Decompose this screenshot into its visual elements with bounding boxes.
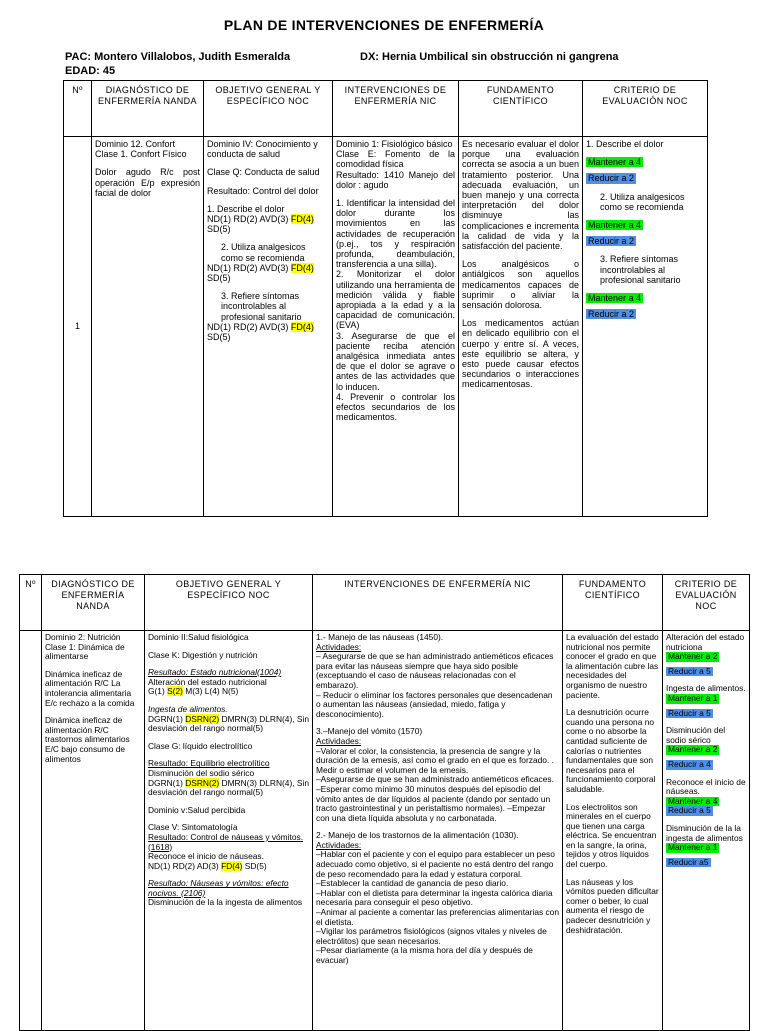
- obj-ingesta: Ingesta de alimentos.: [148, 703, 228, 714]
- diag-text-1: Dinámica ineficaz de alimentación R/C La intolerancia alimentaria E/c rechazo a la comida: [45, 668, 135, 708]
- interv-item: –Asegurarse de que se han administrado antieméticos eficaces.: [316, 774, 554, 785]
- interv-item: – Asegurarse de que se han administrado antieméticos eficaces para evitar las náuseas siempre que haya sido posible (exceptuando el caso de náuseas relacionadas con el embarazo).: [316, 651, 554, 690]
- crit-item: Ingesta de alimentos.: [666, 683, 746, 694]
- highlight: FD(4): [221, 860, 243, 871]
- header-intervenciones: INTERVENCIONES DE ENFERMERÍA NIC: [333, 81, 459, 137]
- interv-item: –Valorar el color, la consistencia, la presencia de sangre y la duración de la emesis, así como el grado en el que es forzado. . Medir o estimar el volumen de la emesis.: [316, 745, 554, 775]
- interv-heading-2: 3.–Manejo del vómito (1570): [316, 726, 423, 737]
- crit-item: Reconoce el inicio de náuseas.: [666, 776, 746, 797]
- cell-diagnostico: [42, 631, 145, 1031]
- obj-clase: Clase K: Digestión y nutrición: [148, 649, 258, 660]
- cell-fundamento: [563, 631, 663, 1031]
- obj-clase: Clase Q: Conducta de salud: [207, 167, 320, 178]
- crit-item-2: 2. Utiliza analgesicos como se recomienda: [600, 191, 685, 212]
- fund-paragraph-1: Es necesario evaluar el dolor porque una evaluación correcta se asocia a un buen tratamiento posterior. Una adecuada evaluación, un buen manejo y una correcta interpretación del dolor disminuye las complicaciones e incrementa la calidad de vida y la satisfacción del paciente.: [462, 139, 579, 252]
- header-diagnostico: DIAGNÓSTICO DE ENFERMERÍA NANDA: [92, 81, 204, 137]
- header-fundamento: FUNDAMENTO CIENTÍFICO: [563, 575, 663, 631]
- cell-criterio: [583, 137, 708, 517]
- cell-diagnostico: [92, 137, 204, 517]
- obj-scale-3: ND(1) RD(2) AVD(3) FD(4) SD(5): [207, 321, 314, 343]
- row-number: 1: [64, 137, 92, 517]
- crit-item: Disminución de la la ingesta de alimentos: [666, 822, 743, 843]
- patient-name: PAC: Montero Villalobos, Judith Esmeralda: [65, 51, 291, 63]
- obj-scale-2: ND(1) RD(2) AVD(3) FD(4) SD(5): [207, 262, 314, 284]
- interv-actividades-label: Actividades:: [316, 641, 362, 652]
- mantener-badge: Mantener a 4: [668, 795, 718, 806]
- obj-scale-2: DGRN(1) DSRN(2) DMRN(3) DLRN(4), Sin desviación del rango normal(5): [148, 713, 310, 734]
- obj-dominio: Dominio IV: Conocimiento y conducta de salud: [207, 139, 318, 160]
- obj-clase-v: Clase V: Sintomatología: [148, 822, 238, 833]
- reducir-badge: Reducir a 2: [588, 309, 635, 320]
- interv-heading-1: 1.- Manejo de las náuseas (1450).: [316, 632, 444, 642]
- row-number: [20, 631, 42, 1031]
- header-criterio: CRITERIO DE EVALUACIÓN NOC: [663, 575, 750, 631]
- obj-item-3: 3. Refiere síntomas incontrolables al profesional sanitario: [221, 291, 302, 322]
- interv-item-3: 3. Asegurarse de que el paciente reciba atención analgésica inmediata antes de que el dolor se agrave o antes de las actividades que lo inducen.: [336, 330, 455, 392]
- header-num: Nº: [64, 81, 92, 137]
- cell-criterio: [663, 631, 750, 1031]
- obj-resultado-2-text: Disminución del sodio sérico: [148, 767, 255, 778]
- obj-scale-4: ND(1) RD(2) AD(3) FD(4) SD(5): [148, 860, 267, 871]
- diag-dominio: Dominio 12. Confort: [95, 139, 176, 149]
- header-objetivo: OBJETIVO GENERAL Y ESPECÍFICO NOC: [145, 575, 313, 631]
- cell-intervenciones: [313, 631, 563, 1031]
- interv-item: –Pesar diariamente (a la misma hora del día y después de evacuar): [316, 945, 533, 965]
- diag-text-2: Dinámica ineficaz de alimentación R/C trastornos alimentarios E/C bajo consumo de alimentos: [45, 715, 130, 764]
- care-plan-table-1: [63, 80, 708, 517]
- header-num: Nº: [20, 575, 42, 631]
- highlight: DSRN(2): [185, 713, 220, 724]
- diag-clase: Clase 1. Confort Físico: [95, 149, 187, 160]
- header-intervenciones: INTERVENCIONES DE ENFERMERÍA NIC: [313, 575, 563, 631]
- cell-intervenciones: [333, 137, 459, 517]
- fund-paragraph-1: La evaluación del estado nutricional nos permite conocer el grado en que la alimentación cubre las necesidades del organismo de nuestro paciente.: [566, 632, 659, 700]
- interv-heading-3: 2.- Manejo de los trastornos de la alimentación (1030).: [316, 830, 519, 841]
- header-fundamento: FUNDAMENTO CIENTÍFICO: [459, 81, 583, 137]
- interv-resultado: Resultado: 1410 Manejo del dolor : agudo: [336, 169, 455, 190]
- patient-age: EDAD: 45: [65, 65, 116, 77]
- obj-item-1: 1. Describe el dolor: [207, 203, 285, 214]
- fund-paragraph-2: La desnutrición ocurre cuando una persona no come o no absorbe la cantidad suficiente de calorías o nutrientes fundamentales que son necesarios para el funcionamiento corporal saludable.: [566, 707, 656, 794]
- cell-objetivo: [204, 137, 333, 517]
- diag-dominio: Dominio 2: Nutrición: [45, 632, 121, 642]
- obj-resultado-4-text: Disminución de la la ingesta de alimentos: [148, 897, 303, 908]
- obj-resultado-4: Resultado: Náuseas y vómitos: efecto nocivos. (2106): [148, 878, 289, 898]
- reducir-badge: Reducir a 2: [588, 236, 635, 247]
- fund-paragraph-3: Los medicamentos actúan en delicado equilibrio con el cuerpo y entre sí. A veces, este equilibrio se altera, y esto puede causar efectos secundarios o interacciones medicamentosas.: [462, 318, 579, 390]
- interv-item-1: 1. Identificar la intensidad del dolor durante los movimientos en las actividades de recuperación (p.ej., tos y respiración profunda, deambulación, transferencia a una silla).: [336, 198, 455, 270]
- interv-item-4: 4. Prevenir o controlar los efectos secundarios de los medicamentos.: [336, 391, 455, 423]
- highlight: FD(4): [290, 262, 314, 273]
- obj-clase-g: Clase G: líquido electrolítico: [148, 740, 253, 751]
- interv-item: – Reducir o eliminar los factores personales que desencadenan o aumentan las náuseas (ansiedad, miedo, fatiga y desconocimiento).: [316, 689, 553, 719]
- highlight: S(2): [167, 686, 183, 697]
- fund-paragraph-2: Los analgésicos o antiálgicos son aquellos medicamentos capaces de suprimir o aliviar la sensación dolorosa.: [462, 259, 579, 311]
- interv-item: –Esperar como mínimo 30 minutos después del episodio del vómito antes de dar líquidos al paciente (dando por sentado un tracto gastrointestinal y un peristaltismo normales). –Empezar con una dieta líquida absoluta y no carbonatada.: [316, 783, 551, 823]
- interv-actividades-label: Actividades:: [316, 735, 362, 746]
- highlight: DSRN(2): [185, 777, 220, 788]
- interv-item: –Animar al paciente a comentar las preferencias alimentarias con el dietista.: [316, 907, 559, 927]
- interv-item-2: 2. Monitorizar el dolor utilizando una herramienta de medición válida y fiable apropiada a la edad y a la capacidad de comunicación. (EVA): [336, 269, 455, 331]
- reducir-badge: Reducir a 5: [668, 805, 711, 816]
- interv-item: –Hablar con el dietista para determinar la ingesta calórica diaria necesaria para conseguir el peso objetivo.: [316, 887, 553, 908]
- crit-item: Alteración del estado nutriciona: [666, 632, 745, 652]
- reducir-badge: Reducir a 4: [668, 758, 711, 769]
- cell-fundamento: [459, 137, 583, 517]
- reducir-badge: Reducir a 2: [588, 173, 635, 184]
- mantener-badge: Mantener a 1: [668, 692, 718, 703]
- obj-resultado-1-text: Alteración del estado nutricional: [148, 676, 267, 687]
- mantener-badge: Mantener a 1: [668, 842, 718, 853]
- crit-item: Disminución del sodio sérico: [666, 725, 726, 745]
- mantener-badge: Mantener a 4: [588, 220, 642, 231]
- header-objetivo: OBJETIVO GENERAL Y ESPECÍFICO NOC: [204, 81, 333, 137]
- fund-paragraph-4: Las náuseas y los vómitos pueden dificultar comer o beber, lo cual aumenta el riesgo de padecer desnutrición y deshidratación.: [566, 876, 659, 935]
- obj-scale-1: G(1) S(2) M(3) L(4) N(5): [148, 686, 239, 697]
- interv-item: –Establecer la cantidad de ganancia de peso diario.: [316, 878, 509, 889]
- reducir-badge: Reducir a 5: [668, 707, 711, 718]
- interv-item: –Hablar con el paciente y con el equipo para establecer un peso adecuado como objetivo, si el paciente no está dentro del rango de peso recomendado para la edad y estatura corporal.: [316, 849, 555, 879]
- crit-item-3: 3. Refiere síntomas incontrolables al profesional sanitario: [600, 254, 681, 285]
- mantener-badge: Mantener a 4: [588, 293, 642, 304]
- header-diagnostico: DIAGNÓSTICO DE ENFERMERÍA NANDA: [42, 575, 145, 631]
- obj-scale-3: DGRN(1) DSRN(2) DMRN(3) DLRN(4), Sin desviación del rango normal(5): [148, 777, 310, 798]
- obj-resultado: Resultado: Control del dolor: [207, 185, 319, 196]
- diag-text: Dolor agudo R/c post operación E/p expresión facial de dolor: [95, 167, 200, 198]
- header-criterio: CRITERIO DE EVALUACIÓN NOC: [583, 81, 708, 137]
- interv-dominio: Dominio 1: Fisiológico básico: [336, 139, 453, 149]
- interv-item: –Vigilar los parámetros fisiológicos (signos vitales y niveles de electrólitos) que sean necesarios.: [316, 926, 547, 946]
- crit-item-1: 1. Describe el dolor: [586, 139, 664, 149]
- page-title: PLAN DE INTERVENCIONES DE ENFERMERÍA: [223, 17, 545, 33]
- highlight: FD(4): [290, 214, 314, 225]
- cell-objetivo: [145, 631, 313, 1031]
- diag-clase: Clase 1: Dinámica de alimentarse: [45, 641, 125, 662]
- interv-actividades-label: Actividades:: [316, 839, 362, 850]
- highlight: FD(4): [290, 321, 314, 332]
- care-plan-table-2: [19, 574, 750, 1031]
- reducir-badge: Reducir a 5: [668, 665, 711, 676]
- obj-resultado-1: Resultado: Estado nutricional(1004): [148, 667, 282, 678]
- mantener-badge: Mantener a 2: [668, 651, 718, 662]
- obj-dominio: Dominio II:Salud fisiológica: [148, 632, 249, 642]
- fund-paragraph-3: Los electrolitos son minerales en el cuerpo que tienen una carga eléctrica. Se encuentran en la sangre, la orina, tejidos y otros líquidos del cuerpo.: [566, 801, 657, 870]
- obj-item-2: 2. Utiliza analgesicos como se recomienda: [221, 242, 306, 263]
- obj-scale-1: ND(1) RD(2) AVD(3) FD(4) SD(5): [207, 214, 314, 235]
- mantener-badge: Mantener a 4: [588, 157, 642, 168]
- interv-clase: Clase E: Fomento de la comodidad física: [336, 149, 455, 170]
- mantener-badge: Mantener a 2: [668, 744, 718, 755]
- obj-dominio-v: Dominio v:Salud percibida: [148, 804, 246, 815]
- obj-resultado-2: Resultado: Equilibrio electrolítico: [148, 758, 270, 769]
- obj-resultado-3-text: Reconoce el inicio de náuseas.: [148, 851, 264, 862]
- reducir-badge: Reducir a5: [668, 856, 709, 867]
- diagnosis: DX: Hernia Umbilical sin obstrucción ni gangrena: [360, 51, 619, 63]
- obj-resultado-3: Resultado: Control de náuseas y vómitos. (1618): [148, 831, 304, 852]
